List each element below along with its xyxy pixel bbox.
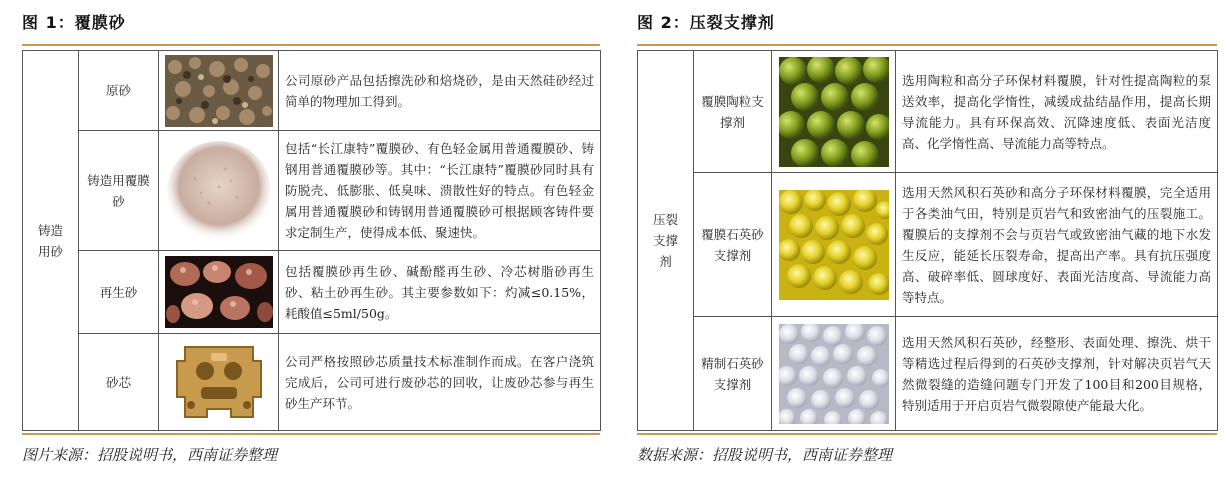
figure-2-title: 图 2：压裂支撑剂 xyxy=(637,13,775,32)
bottom-rule xyxy=(637,433,1217,435)
image-cell xyxy=(772,173,896,317)
table-row xyxy=(23,51,601,131)
coated-ceramsite-image xyxy=(779,57,889,167)
image-cell xyxy=(772,51,896,173)
table-row xyxy=(23,334,601,431)
recycled-sand-image xyxy=(165,256,273,328)
image-cell xyxy=(159,334,279,431)
refined-quartz-sand-image xyxy=(779,324,889,424)
product-description: 公司严格按照砂芯质量技术标准制作而成。在客户浇筑完成后，公司可进行废砂芯的回收，让废砂芯参与再生砂生产环节。 xyxy=(279,334,601,431)
product-description: 公司原砂产品包括擦洗砂和焙烧砂，是由天然硅砂经过简单的物理加工得到。 xyxy=(279,51,601,131)
table-row xyxy=(23,251,601,334)
category-cell xyxy=(638,51,694,431)
top-rule xyxy=(22,44,600,46)
category-label: 铸造用砂 xyxy=(37,222,63,259)
product-description: 包括覆膜砂再生砂、碱酚醛再生砂、冷芯树脂砂再生砂、粘土砂再生砂。其主要参数如下：灼减≤0.15%，耗酸值≤5ml/50g。 xyxy=(279,251,601,334)
product-description: 选用陶粒和高分子环保材料覆膜，针对性提高陶粒的泵送效率，提高化学惰性，减缓成盐结晶作用，提高长期导流能力。具有环保高效、沉降速度低、表面光洁度高、化学惰性高、导流能力高等特点。 xyxy=(896,51,1218,173)
product-description: 选用天然风积石英砂和高分子环保材料覆膜，完全适用于各类油气田，特别是页岩气和致密油气的压裂施工。覆膜后的支撑剂不会与页岩气或致密油气藏的地下水发生反应，能延长压裂寿命，提高出产率。具有抗压强度高、破碎率低、圆球度好、表面光洁度高、导流能力高等特点。 xyxy=(896,173,1218,317)
image-cell xyxy=(159,251,279,334)
sand-core-image xyxy=(171,339,267,425)
table-row xyxy=(638,173,1218,317)
product-name: 精制石英砂支撑剂 xyxy=(694,317,772,431)
category-label: 压裂支撑剂 xyxy=(652,212,678,269)
product-description: 包括“长江康特”覆膜砂、有色轻金属用普通覆膜砂、铸钢用普通覆膜砂等。其中：“长江康特”覆膜砂同时具有防脱壳、低膨胀、低臭味、溃散性好的特点。有色轻金属用普通覆膜砂和铸钢用普通覆膜砂可根据顾客铸件要求定制生产，使得成本低、聚速快。 xyxy=(279,131,601,251)
image-cell xyxy=(772,317,896,431)
coated-quartz-sand-image xyxy=(779,190,889,300)
table-row xyxy=(638,317,1218,431)
product-name: 覆膜石英砂支撑剂 xyxy=(694,173,772,317)
product-description: 选用天然风积石英砂，经整形、表面处理、擦洗、烘干等精选过程后得到的石英砂支撑剂，针对解决页岩气天然微裂缝的造缝问题专门开发了100目和200目规格，特别适用于开启页岩气微裂隙使产能最大化。 xyxy=(896,317,1218,431)
product-name: 砂芯 xyxy=(79,334,159,431)
product-name: 覆膜陶粒支撑剂 xyxy=(694,51,772,173)
figure-2-source: 数据来源：招股说明书，西南证券整理 xyxy=(637,446,893,464)
top-rule xyxy=(637,44,1217,46)
table-row xyxy=(23,131,601,251)
table-row xyxy=(638,51,1218,173)
figure-1-title: 图 1：覆膜砂 xyxy=(22,13,126,32)
coated-sand-image xyxy=(165,139,273,243)
bottom-rule xyxy=(22,433,600,435)
image-cell xyxy=(159,51,279,131)
figure-1-source: 图片来源：招股说明书，西南证券整理 xyxy=(22,446,278,464)
product-name: 原砂 xyxy=(79,51,159,131)
figure-2-table xyxy=(637,50,1218,431)
product-name: 再生砂 xyxy=(79,251,159,334)
raw-sand-image xyxy=(165,55,273,127)
image-cell xyxy=(159,131,279,251)
figure-1-table xyxy=(22,50,601,431)
product-name: 铸造用覆膜砂 xyxy=(79,131,159,251)
category-cell xyxy=(23,51,79,431)
